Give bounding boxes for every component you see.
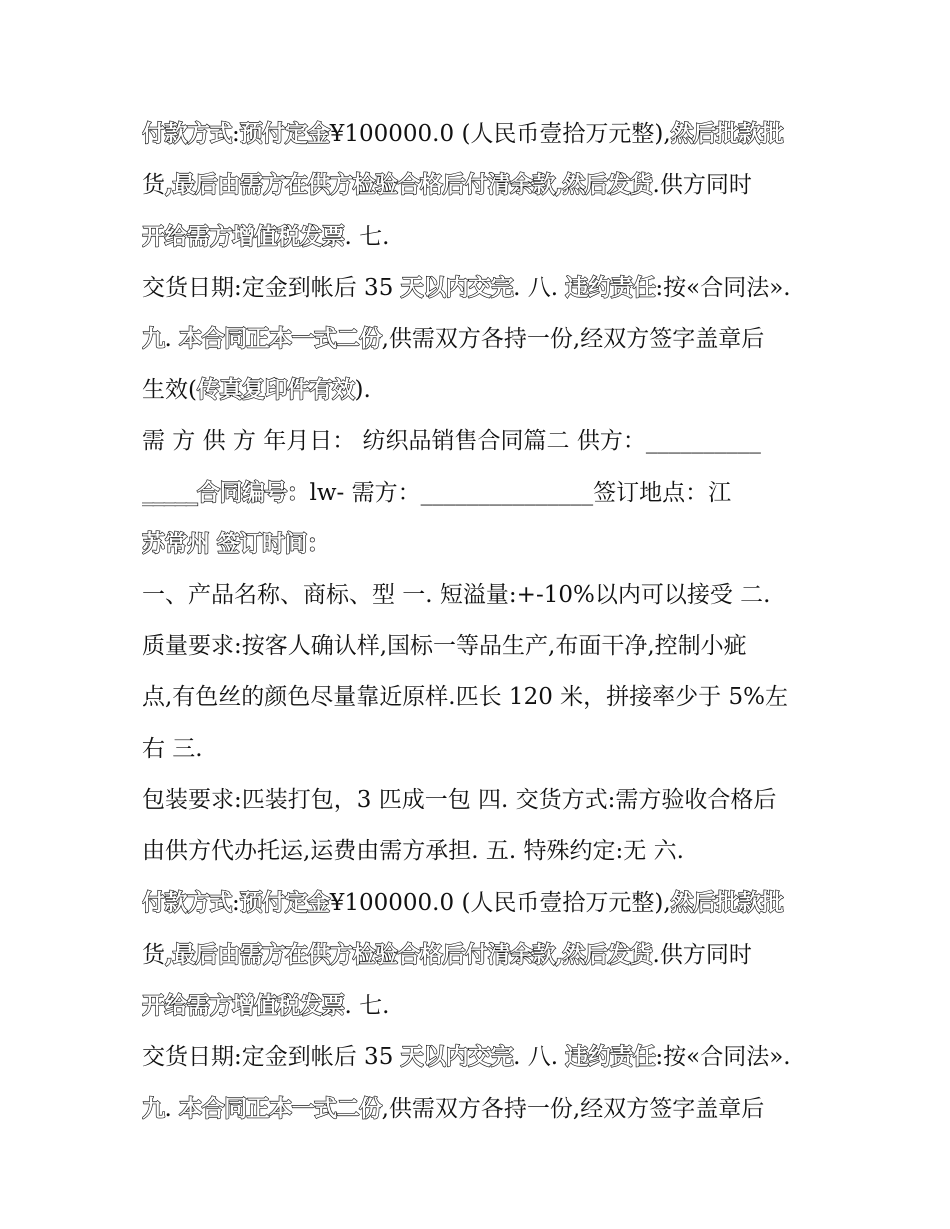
outlined-text-run: 天以内交完 [400, 1043, 514, 1071]
text-line [142, 262, 814, 313]
outlined-text-run: 九 [142, 325, 165, 353]
outlined-text-run: 开给需方增值税发票 [142, 222, 345, 250]
text-run: ). [354, 377, 371, 404]
text-run: 点,有色丝的颜色尽量靠近原样.匹长 120 米，拼接率少于 5%左 [142, 684, 788, 711]
text-run: :按«合同法». [655, 274, 791, 301]
outlined-text-run: 付款方式 [142, 889, 232, 917]
text-run: . [164, 326, 180, 353]
text-run: :按«合同法». [655, 1044, 791, 1071]
text-line [142, 364, 814, 415]
text-line [142, 826, 814, 877]
text-run: 质量要求:按客人确认样,国标一等品生产,布面干净,控制小疵 [142, 632, 747, 659]
text-run: lw- 需方：_______________签订地点：江 [309, 480, 732, 507]
text-run: 包装要求:匹装打包，3 匹成一包 四. 交货方式:需方验收合格后 [142, 786, 777, 813]
text-run: ,供需双方各持一份,经双方签字盖章后 [381, 326, 765, 353]
outlined-text-run: ,最后由需方在供方检验合格后付清余款,然后发货 [165, 940, 653, 968]
text-run: 由供方代办托运,运费由需方承担. 五. 特殊约定:无 六. [142, 838, 684, 865]
text-line [142, 980, 814, 1031]
outlined-text-run: 预付定金 [239, 120, 330, 147]
text-run: 需 方 供 方 年月日： 纺织品销售合同篇二 供方：__________ [142, 427, 761, 454]
text-line [142, 877, 814, 928]
text-run: 交货日期:定金到帐后 35 [142, 1044, 401, 1071]
outlined-text-run: 预付定金 [239, 889, 330, 917]
outlined-text-run: 传真复印件有效 [196, 376, 355, 404]
text-line [142, 108, 814, 159]
outlined-text-run: 违约责任 [565, 273, 656, 301]
outlined-text-run: 本合同正本一式二份 [179, 325, 382, 353]
text-run: : [232, 121, 240, 147]
text-run: 货 [142, 172, 165, 199]
text-line [142, 313, 814, 364]
text-run: . 八. [513, 274, 566, 301]
text-line [142, 1083, 814, 1134]
text-line [142, 211, 814, 262]
text-run: : [232, 890, 240, 917]
text-run: . [164, 1095, 180, 1122]
text-line [142, 416, 814, 467]
text-line [142, 467, 814, 518]
text-run: .供方同时 [652, 941, 752, 968]
text-run: . 七. [344, 993, 390, 1020]
text-run: 交货日期:定金到帐后 35 [142, 274, 401, 301]
outlined-text-run: 然后批款批 [670, 889, 784, 917]
outlined-text-run: 开给需方增值税发票 [142, 992, 345, 1020]
text-run: ,供需双方各持一份,经双方签字盖章后 [381, 1095, 765, 1122]
text-run: ¥100000.0 (人民币壹拾万元整), [329, 121, 671, 147]
text-run: 右 三. [142, 735, 203, 762]
text-line [142, 159, 814, 210]
text-run: . 七. [344, 223, 390, 250]
text-run: .供方同时 [652, 172, 752, 199]
text-run: 一、产品名称、商标、型 一. 短溢量:+-10%以内可以接受 二. [142, 581, 771, 608]
outlined-text-run: _____合同编号： [142, 479, 310, 507]
text-line [142, 775, 814, 826]
text-line [142, 518, 814, 569]
outlined-text-run: 然后批款批 [670, 120, 784, 147]
outlined-text-run: 付款方式 [142, 120, 232, 147]
outlined-text-run: 本合同正本一式二份 [179, 1094, 382, 1122]
text-run: 生效( [142, 377, 197, 404]
text-run: . 八. [513, 1044, 566, 1071]
text-run: ¥100000.0 (人民币壹拾万元整), [329, 890, 671, 917]
text-line [142, 929, 814, 980]
text-line [142, 621, 814, 672]
text-run: 货 [142, 941, 165, 968]
text-line [142, 570, 814, 621]
outlined-text-run: 苏常州 签订时间： [142, 530, 330, 558]
outlined-text-run: 天以内交完 [400, 273, 514, 301]
outlined-text-run: 违约责任 [565, 1043, 656, 1071]
text-line [142, 724, 814, 775]
outlined-text-run: 九 [142, 1094, 165, 1122]
text-line [142, 1031, 814, 1082]
outlined-text-run: ,最后由需方在供方检验合格后付清余款,然后发货 [165, 171, 653, 199]
text-line [142, 672, 814, 723]
document-body [142, 108, 814, 1134]
